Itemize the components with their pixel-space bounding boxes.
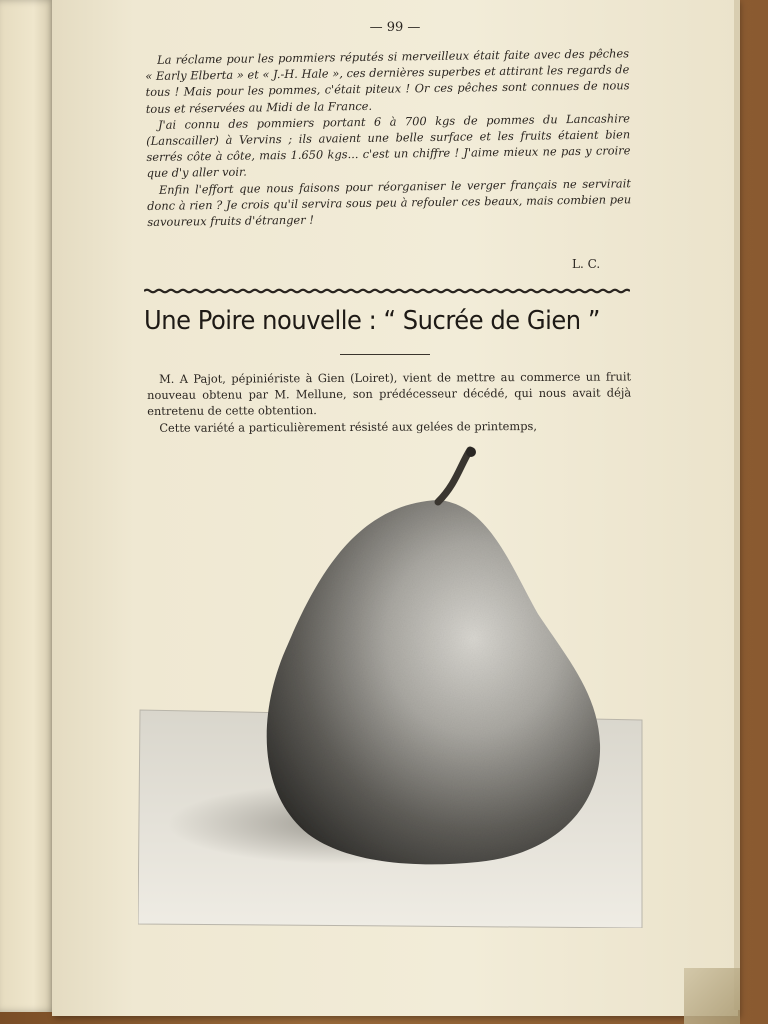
left-page-edge — [0, 0, 56, 1012]
book-page — [52, 0, 738, 1016]
wavy-divider — [144, 286, 630, 296]
page-fore-edge — [734, 0, 740, 1010]
article-one-paragraph: J'ai connu des pommiers portant 6 à 700 kgs de pommes du Lancashire (Lanscailler) à Vervins ; ils avaient une belle surface et les fruits étaient bien serrés côte à côte, mais 1.650 kgs... c'est un chiffre ! J'aime mieux ne pas y croire que d'y aller voir. — [146, 111, 631, 181]
pear-photograph-icon — [138, 444, 644, 928]
article-two-paragraph: Cette variété a particulièrement résisté aux gelées de printemps, — [159, 418, 537, 435]
article-two-paragraph: M. A Pajot, pépiniériste à Gien (Loiret), vient de mettre au commerce un fruit nouveau obtenu par M. Mellune, son prédécesseur décédé, qui nous avait déjà entretenu de cette obtention. — [147, 369, 632, 419]
article-one-text — [145, 45, 631, 230]
page-number: — 99 — — [369, 20, 421, 35]
article-one-signature: L. C. — [572, 257, 601, 271]
title-underline — [340, 354, 430, 355]
article-two-text — [147, 368, 631, 435]
article-two-title: Une Poire nouvelle : “ Sucrée de Gien ” — [144, 306, 600, 336]
article-one-paragraph: La réclame pour les pommiers réputés si merveilleux était faite avec des pêches « Early Elberta » et « J.-H. Hale », ces dernières superbes et attirant les regards de tous ! Mais pour les pommes, c'était piteux ! Or ces pêches sont connues de nous tous et réservées au Midi de la France. — [145, 46, 630, 116]
corner-thumbnail-icon — [684, 968, 740, 1024]
article-one-paragraph: Enfin l'effort que nous faisons pour réorganiser le verger français ne servirait donc à rien ? Je crois qu'il servira sous peu à refouler ces beaux, mais combien peu savoureux fruits d'étranger ! — [147, 175, 632, 230]
